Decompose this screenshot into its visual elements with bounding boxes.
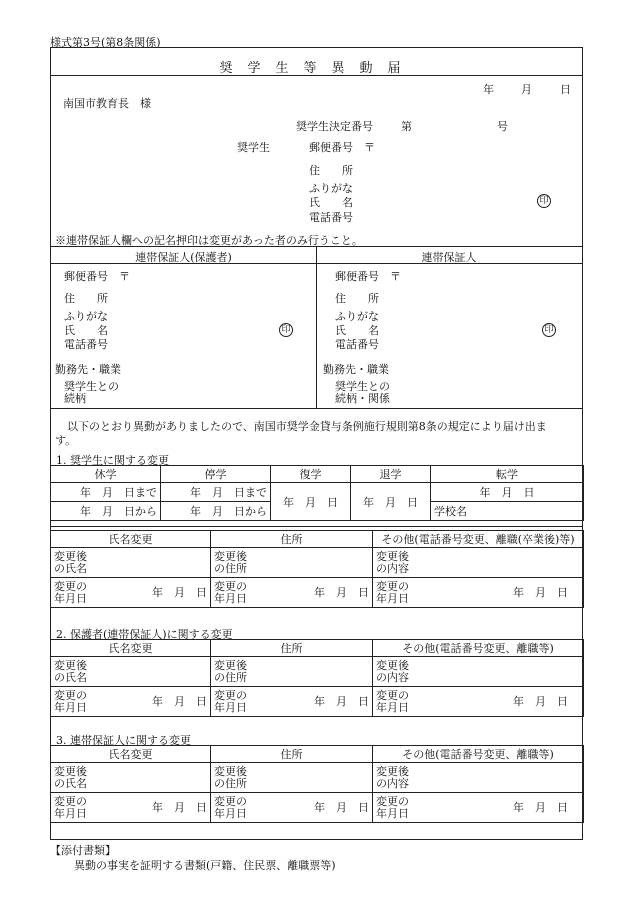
guardian-change-table [50,639,584,717]
guardian-work: 勤務先・職業 [55,363,121,376]
name-change-header: 氏名変更 [51,746,211,763]
after-name-line1: 変更後 [54,549,87,563]
change-date-value: 年 月 日 [314,800,369,814]
withdraw-date: 年 月 日 [351,483,431,521]
name-change-header: 氏名変更 [51,640,211,657]
student-address: 住 所 [309,164,353,177]
other-change-header: その他(電話番号変更、離職等) [373,746,584,763]
after-name-line2: の氏名 [54,776,87,790]
divider [51,75,582,76]
guardian-furigana: ふりがな [64,310,108,323]
form-title: 奨学生等異動届 [219,61,416,76]
guarantor-header: 連帯保証人 [421,251,477,264]
other-change-header: その他(電話番号変更、離職(卒業後)等) [373,531,584,548]
after-name-line2: の氏名 [54,670,87,684]
declaration-line1: 以下のとおり異動がありましたので、南国市奨学金貸与条例施行規則第8条の規定により届け出ま [67,420,547,433]
after-name [51,657,211,687]
suspension-until: 年 月 日まで [51,483,161,502]
change-date-line1: 変更の [214,688,247,702]
guarantor-postal: 郵便番号 〒 [335,270,401,283]
guarantor-address: 住 所 [335,292,379,305]
change-date-line2: 年月日 [376,700,409,714]
change-date-line1: 変更の [376,794,409,808]
change-date-line1: 変更の [376,579,409,593]
other-change-header: その他(電話番号変更、離職等) [373,640,584,657]
change-date-line2: 年月日 [54,806,87,820]
decision-number-suffix: 号 [497,120,508,133]
after-address-line2: の住所 [214,670,247,684]
guarantor-note: ※連帯保証人欄への記名押印は変更があった者のみ行うこと。 [55,234,363,247]
change-date-value: 年 月 日 [152,800,207,814]
change-date [373,578,584,608]
guardian-seal-mark: 印 [279,323,293,337]
col-suspension: 休学 [51,466,161,483]
student-label: 奨学生 [237,141,270,154]
after-address [211,657,373,687]
guarantor-change-table [50,745,584,823]
change-date [51,687,211,717]
after-content-line1: 変更後 [376,549,409,563]
after-address-line1: 変更後 [214,658,247,672]
change-date-value: 年 月 日 [513,585,568,599]
change-date [211,687,373,717]
after-name-line1: 変更後 [54,764,87,778]
guardian-name: 氏 名 [64,324,108,337]
change-date-value: 年 月 日 [513,694,568,708]
after-name [51,548,211,578]
change-date-line2: 年月日 [214,700,247,714]
guarantor-relation [335,381,390,405]
transfer-date: 年 月 日 [431,483,584,502]
change-date-line1: 変更の [54,688,87,702]
change-date [373,793,584,823]
form-frame [50,47,583,840]
change-date-line2: 年月日 [376,591,409,605]
change-date-line2: 年月日 [54,591,87,605]
change-date-line1: 変更の [214,794,247,808]
section1-table [50,465,584,521]
guarantor-name: 氏 名 [335,324,379,337]
guardian-relation [64,381,119,405]
section3-title: 3. 連帯保証人に関する変更 [56,734,191,747]
date-month: 月 [521,83,532,96]
section2-title: 2. 保護者(連帯保証人)に関する変更 [56,628,233,641]
change-date-line1: 変更の [376,688,409,702]
change-date [211,793,373,823]
attachments-body: 異動の事実を証明する書類(戸籍、住民票、離職票等) [74,859,336,872]
student-phone: 電話番号 [309,211,353,224]
after-content [373,548,584,578]
after-content-line1: 変更後 [376,658,409,672]
change-date-line2: 年月日 [214,591,247,605]
declaration-line2: す。 [55,434,77,447]
guarantor-relation-line2: 続柄・関係 [335,392,390,405]
after-content-line2: の内容 [376,776,409,790]
attachments-header: 【添付書類】 [50,844,116,857]
change-date-line1: 変更の [54,579,87,593]
guardian-relation-line1: 奨学生との [64,380,119,393]
guardian-address: 住 所 [64,292,108,305]
change-date [51,578,211,608]
divider [316,246,317,408]
guardian-relation-line2: 続柄 [64,392,86,405]
change-date-line1: 変更の [214,579,247,593]
divider [51,408,582,409]
student-postal: 郵便番号 〒 [309,141,375,154]
divider [51,526,582,527]
decision-number-prefix: 第 [401,120,412,133]
change-date [373,687,584,717]
change-date-value: 年 月 日 [152,585,207,599]
after-address-line2: の住所 [214,776,247,790]
transfer-school: 学校名 [431,502,584,521]
guarantor-relation-line1: 奨学生との [335,380,390,393]
change-date [211,578,373,608]
after-content-line1: 変更後 [376,764,409,778]
guardian-phone: 電話番号 [64,338,108,351]
form-reference: 様式第3号(第8条関係) [50,36,161,49]
change-date-line2: 年月日 [376,806,409,820]
student-seal-mark: 印 [537,194,551,208]
change-date-value: 年 月 日 [314,694,369,708]
after-content-line2: の内容 [376,670,409,684]
return-date: 年 月 日 [271,483,351,521]
col-return: 復学 [271,466,351,483]
after-address-line1: 変更後 [214,549,247,563]
address-change-header: 住所 [211,640,373,657]
after-address [211,763,373,793]
change-date-line2: 年月日 [214,806,247,820]
student-change-table [50,530,584,608]
after-content-line2: の内容 [376,561,409,575]
student-furigana: ふりがな [309,182,353,195]
after-address-line2: の住所 [214,561,247,575]
after-content [373,657,584,687]
date-day: 日 [560,83,571,96]
student-name: 氏 名 [309,196,353,209]
after-name [51,763,211,793]
stop-until: 年 月 日まで [161,483,271,502]
address-change-header: 住所 [211,531,373,548]
date-year: 年 [483,83,494,96]
guardian-postal: 郵便番号 〒 [64,270,130,283]
after-name-line2: の氏名 [54,561,87,575]
address-change-header: 住所 [211,746,373,763]
change-date-line2: 年月日 [54,700,87,714]
guarantor-furigana: ふりがな [335,310,379,323]
col-withdraw: 退学 [351,466,431,483]
guarantor-phone: 電話番号 [335,338,379,351]
name-change-header: 氏名変更 [51,531,211,548]
col-transfer: 転学 [431,466,584,483]
stop-from: 年 月 日から [161,502,271,521]
change-date-line1: 変更の [54,794,87,808]
guardian-guarantor-header: 連帯保証人(保護者) [135,251,232,264]
change-date-value: 年 月 日 [152,694,207,708]
change-date-value: 年 月 日 [513,800,568,814]
section1-title: 1. 奨学生に関する変更 [56,454,169,467]
change-date [51,793,211,823]
after-address-line1: 変更後 [214,764,247,778]
after-name-line1: 変更後 [54,658,87,672]
col-stop: 停学 [161,466,271,483]
after-address [211,548,373,578]
after-content [373,763,584,793]
addressee: 南国市教育長 様 [63,97,151,110]
guarantor-work: 勤務先・職業 [323,363,389,376]
suspension-from: 年 月 日から [51,502,161,521]
decision-number-label: 奨学生決定番号 [296,120,373,133]
change-date-value: 年 月 日 [314,585,369,599]
guarantor-seal-mark: 印 [542,323,556,337]
